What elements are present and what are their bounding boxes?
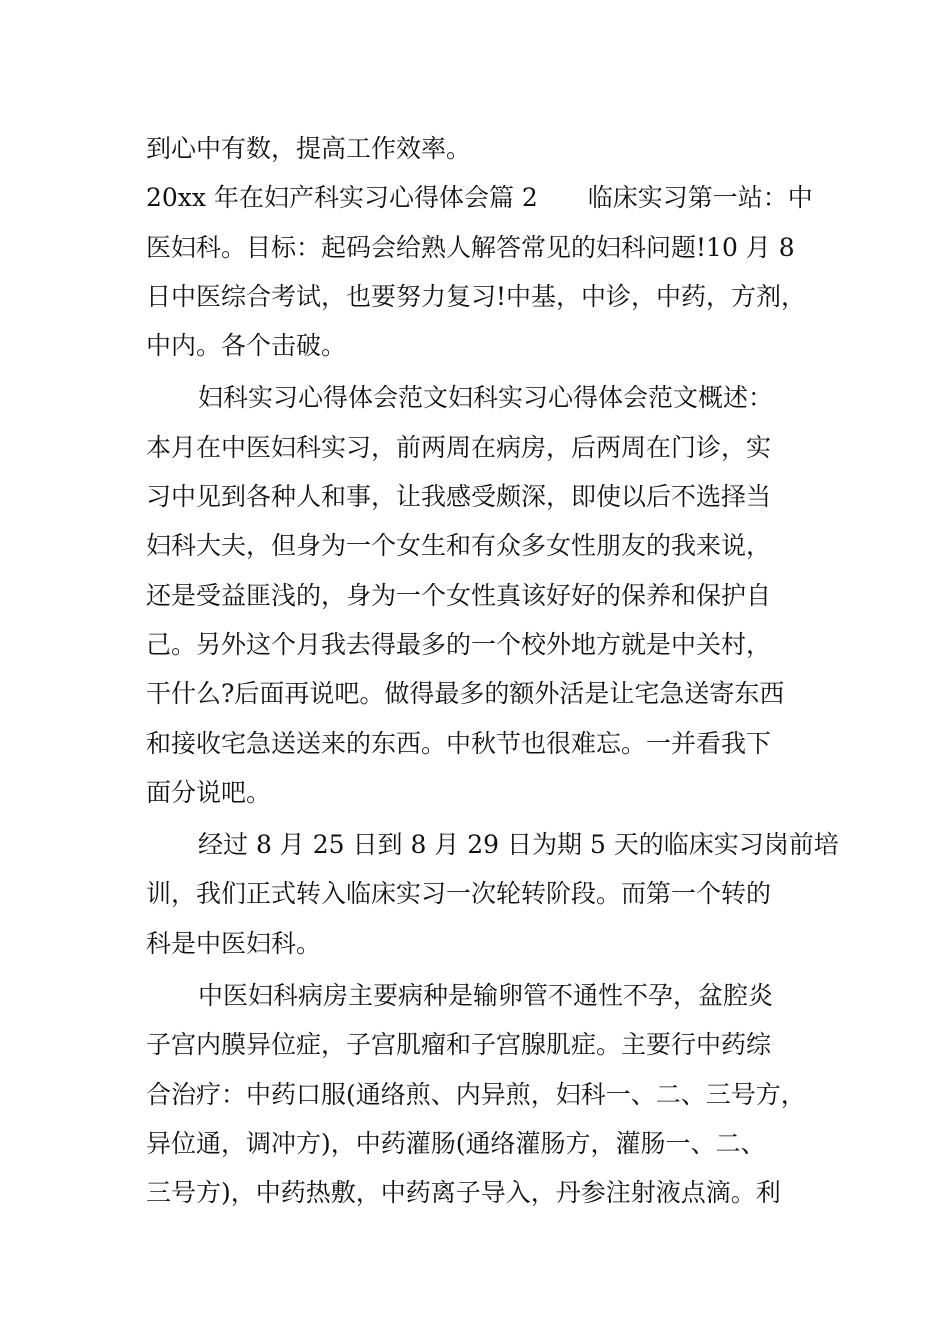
text-line: 和接收宅急送送来的东西。中秋节也很难忘。一并看我下	[146, 728, 772, 758]
text-line: 医妇科。目标：起码会给熟人解答常见的妇科问题!10 月 8	[146, 232, 795, 262]
text-line: 科是中医妇科。	[146, 928, 322, 958]
text-line: 习中见到各种人和事，让我感受颇深，即使以后不选择当	[146, 482, 772, 512]
text-line: 干什么?后面再说吧。做得最多的额外活是让宅急送寄东西	[146, 679, 785, 709]
text-line: 合治疗：中药口服(通络煎、内异煎，妇科一、二、三号方，	[146, 1079, 806, 1109]
text-line: 本月在中医妇科实习，前两周在病房，后两周在门诊，实	[146, 432, 772, 462]
text-line: 还是受益匪浅的，身为一个女性真该好好的保养和保护自	[146, 580, 772, 610]
text-line: 经过 8 月 25 日到 8 月 29 日为期 5 天的临床实习岗前培	[198, 830, 839, 860]
paragraph-1	[146, 124, 830, 173]
text-line: 日中医综合考试，也要努力复习!中基，中诊，中药，方剂，	[146, 281, 807, 311]
text-line: 妇科大夫，但身为一个女生和有众多女性朋友的我来说，	[146, 531, 772, 561]
text-line: 异位通，调冲方)，中药灌肠(通络灌肠方，灌肠一、二、	[146, 1128, 766, 1158]
text-line: 面分说吧。	[146, 777, 272, 807]
text-line: 训，我们正式转入临床实习一次轮转阶段。而第一个转的	[146, 879, 772, 909]
text-line: 中内。各个击破。	[146, 331, 347, 361]
text-line: 20xx 年在妇产科实习心得体会篇 2 临床实习第一站：中	[146, 183, 813, 213]
text-line: 三号方)，中药热敷，中药离子导入，丹参注射液点滴。利	[146, 1178, 781, 1208]
text-line: 己。另外这个月我去得最多的一个校外地方就是中关村，	[146, 629, 772, 659]
text-line: 子宫内膜异位症，子宫肌瘤和子宫腺肌症。主要行中药综	[146, 1030, 772, 1060]
text-line: 妇科实习心得体会范文妇科实习心得体会范文概述：	[198, 383, 774, 413]
paragraph-4	[146, 820, 839, 968]
paragraph-5	[146, 971, 830, 1217]
text-line: 中医妇科病房主要病种是输卵管不通性不孕，盆腔炎	[198, 981, 774, 1011]
paragraph-2	[146, 173, 830, 370]
paragraph-3	[146, 373, 830, 817]
text-line: 到心中有数，提高工作效率。	[146, 134, 472, 163]
